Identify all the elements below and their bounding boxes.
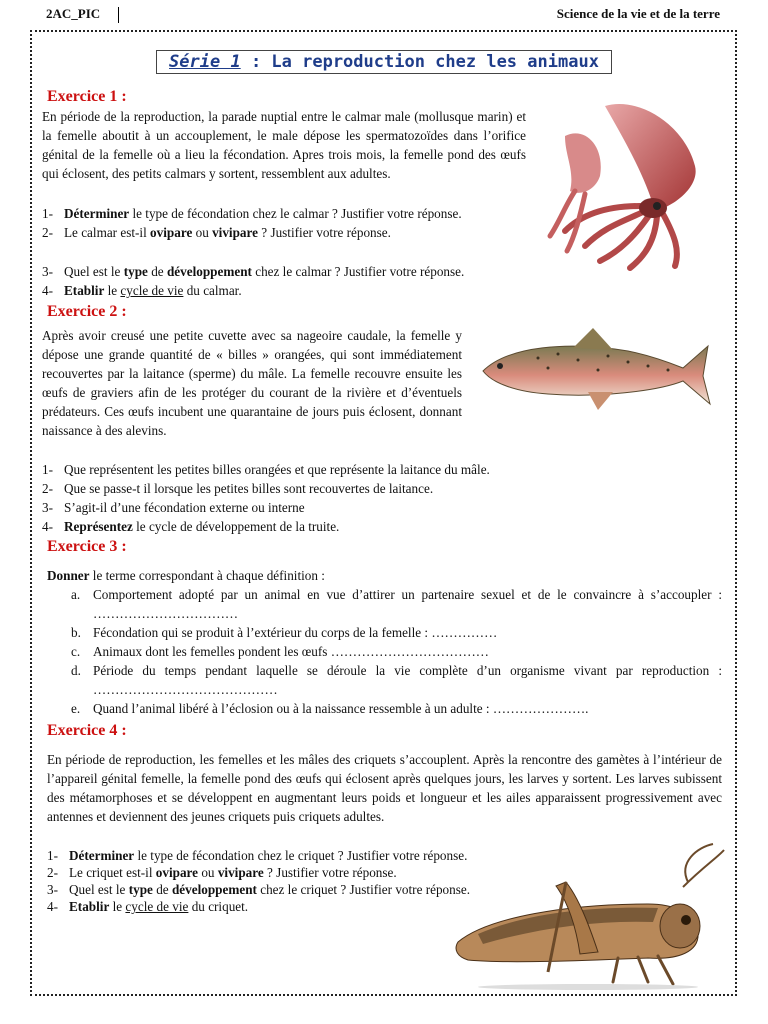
list-item: 3- S’agit-il d’une fécondation externe ou interne: [42, 500, 305, 515]
list-item: e. Quand l’animal libéré à l’éclosion ou à la naissance ressemble à un adulte : ………………….: [71, 701, 589, 716]
list-item: 3- Quel est le type de développement chez le calmar ? Justifier votre réponse.: [42, 264, 465, 279]
exercise-1-title: Exercice 1 :: [47, 88, 127, 105]
exercise-4-title: Exercice 4 :: [47, 722, 127, 739]
list-item: 4- Etablir le cycle de vie du criquet.: [47, 899, 249, 914]
page-header: [30, 6, 720, 26]
exercise-3-intro: Donner le terme correspondant à chaque définition :: [47, 568, 325, 583]
exercise-4-text: En période de reproduction, les femelles et les mâles des criquets s’accouplent. Après la rencontre des gamètes à l’intérieur de l’appareil génital femelle, la femelle pond des œufs qui éclosent après quelques jours, les larves y sortent. Les larves subissent des métamorphoses et se développent en augmentant leurs poids et longueur et les ailes apparaissent progressivement avec antennes et deviennent des jeunes criquets puis criquets adultes.: [47, 752, 722, 824]
page-title: [0, 50, 768, 74]
class-code: 2AC_PIC: [46, 6, 101, 21]
squid-illustration: [545, 96, 720, 271]
title-text: : La reproduction chez les animaux: [240, 52, 599, 72]
list-item: 3- Quel est le type de développement chez le criquet ? Justifier votre réponse.: [47, 882, 471, 897]
list-item: a. Comportement adopté par un animal en vue d’attirer un partenaire sexuel et de le convaincre à s’accoupler : ……………………………: [71, 587, 722, 621]
list-item: 4- Etablir le cycle de vie du calmar.: [42, 283, 242, 298]
serie-label: Série 1: [169, 52, 241, 72]
list-item: 2- Que se passe-t il lorsque les petites billes sont recouvertes de laitance.: [42, 481, 434, 496]
trout-illustration: [478, 326, 714, 412]
list-item: 1- Que représentent les petites billes orangées et que représente la laitance du mâle.: [42, 462, 490, 477]
cricket-illustration: [448, 842, 726, 990]
exercise-2-title: Exercice 2 :: [47, 303, 127, 320]
exercise-3-title: Exercice 3 :: [47, 538, 127, 555]
list-item: 4- Représentez le cycle de développement de la truite.: [42, 519, 340, 534]
list-item: 2- Le criquet est-il ovipare ou vivipare ? Justifier votre réponse.: [47, 865, 397, 880]
list-item: d. Période du temps pendant laquelle se déroule la vie complète d’un organisme vivant par reproduction : ……………………………………: [71, 663, 722, 697]
list-item: b. Fécondation qui se produit à l’extérieur du corps de la femelle : ……………: [71, 625, 498, 640]
exercise-1-text: En période de la reproduction, la parade nuptial entre le calmar male (mollusque marin) et la femelle aboutit à un accouplement, le male dépose les spermatozoïdes dans l’orifice génital de la femelle où a lieu la fécondation. Apres trois mois, la femelle pond des œufs qui éclosent, des petits calmars y sortent, ressemblent aux adultes.: [42, 109, 526, 181]
exercise-2-questions: [42, 460, 742, 536]
exercise-2-text: Après avoir creusé une petite cuvette avec sa nageoire caudale, la femelle y dépose une grande quantité de « billes » orangées, qui sont immédiatement recouvertes par la laitance (sperme) du mâle. La femelle recouvre ensuite les œufs de graviers afin de les protéger du courant de la rivière et d’éventuels prédateurs. Ces œufs incubent une quarantaine de jours puis éclosent, donnant naissance à des alevins.: [42, 328, 462, 438]
exercise-1-questions: [42, 204, 526, 242]
list-item: c. Animaux dont les femelles pondent les œufs ………………………………: [71, 644, 489, 659]
list-item: 1- Déterminer le type de fécondation chez le calmar ? Justifier votre réponse.: [42, 206, 462, 221]
list-item: 2- Le calmar est-il ovipare ou vivipare ? Justifier votre réponse.: [42, 225, 391, 240]
exercise-3-items: [47, 585, 722, 718]
subject-name: Science de la vie et de la terre: [556, 6, 720, 21]
header-divider: [118, 7, 119, 23]
list-item: 1- Déterminer le type de fécondation chez le criquet ? Justifier votre réponse.: [47, 848, 468, 863]
exercise-1-questions-wide: [42, 262, 742, 300]
